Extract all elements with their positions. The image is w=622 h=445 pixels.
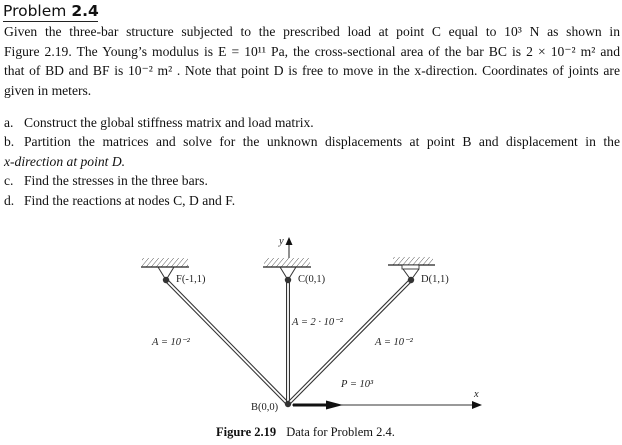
area-bf-label: A = 10⁻² <box>152 337 190 348</box>
y-axis-label: y <box>279 236 284 247</box>
task-continuation-text: x-direction at point D. <box>4 153 126 169</box>
task-marker: b. <box>4 134 15 150</box>
statement-line-1: Given the three-bar structure subjected to the prescribed load at point C equal to 10³ N as shown in <box>4 24 620 39</box>
node-c-label: C(0,1) <box>298 274 326 285</box>
statement-line-4: given in meters. <box>4 82 92 98</box>
area-bc-label: A = 2 · 10⁻² <box>292 317 343 328</box>
caption-text: Data for Problem 2.4. <box>286 425 395 439</box>
statement-line-3: that of BD and BF is 10⁻² m² . Note that point D is free to move in the x-direction. Coordinates of joints are <box>4 63 620 79</box>
node-c <box>285 277 291 283</box>
task-marker: a. <box>4 115 14 130</box>
task-marker: c. <box>4 173 14 189</box>
node-b-label: B(0,0) <box>251 402 279 413</box>
task-marker: d. <box>4 192 15 208</box>
load-label: P = 10³ <box>341 379 374 390</box>
task-text: Construct the global stiffness matrix and load matrix. <box>24 115 314 130</box>
task-text: Find the stresses in the three bars. <box>24 173 208 189</box>
x-axis-label: x <box>474 389 479 400</box>
task-text: Find the reactions at nodes C, D and F. <box>24 192 236 208</box>
node-d-label: D(1,1) <box>421 274 449 285</box>
node-d <box>408 277 414 283</box>
y-axis-arrow <box>286 237 293 258</box>
problem-label: Problem <box>3 2 67 20</box>
caption-label: Figure 2.19 <box>216 425 277 439</box>
task-text: Partition the matrices and solve for the unknown displacements at point B and displacement in the <box>24 134 620 150</box>
node-f-label: F(-1,1) <box>176 274 206 285</box>
area-bd-label: A = 10⁻² <box>375 337 413 348</box>
node-b <box>285 401 291 407</box>
figure-caption <box>216 425 395 440</box>
problem-number: 2.4 <box>71 2 99 20</box>
load-arrow <box>293 401 343 410</box>
statement-line-2: Figure 2.19. The Young’s modulus is E = 10¹¹ Pa, the cross-sectional area of the bar BC is 2 × 10⁻² m² and <box>4 43 620 59</box>
node-f <box>163 277 169 283</box>
